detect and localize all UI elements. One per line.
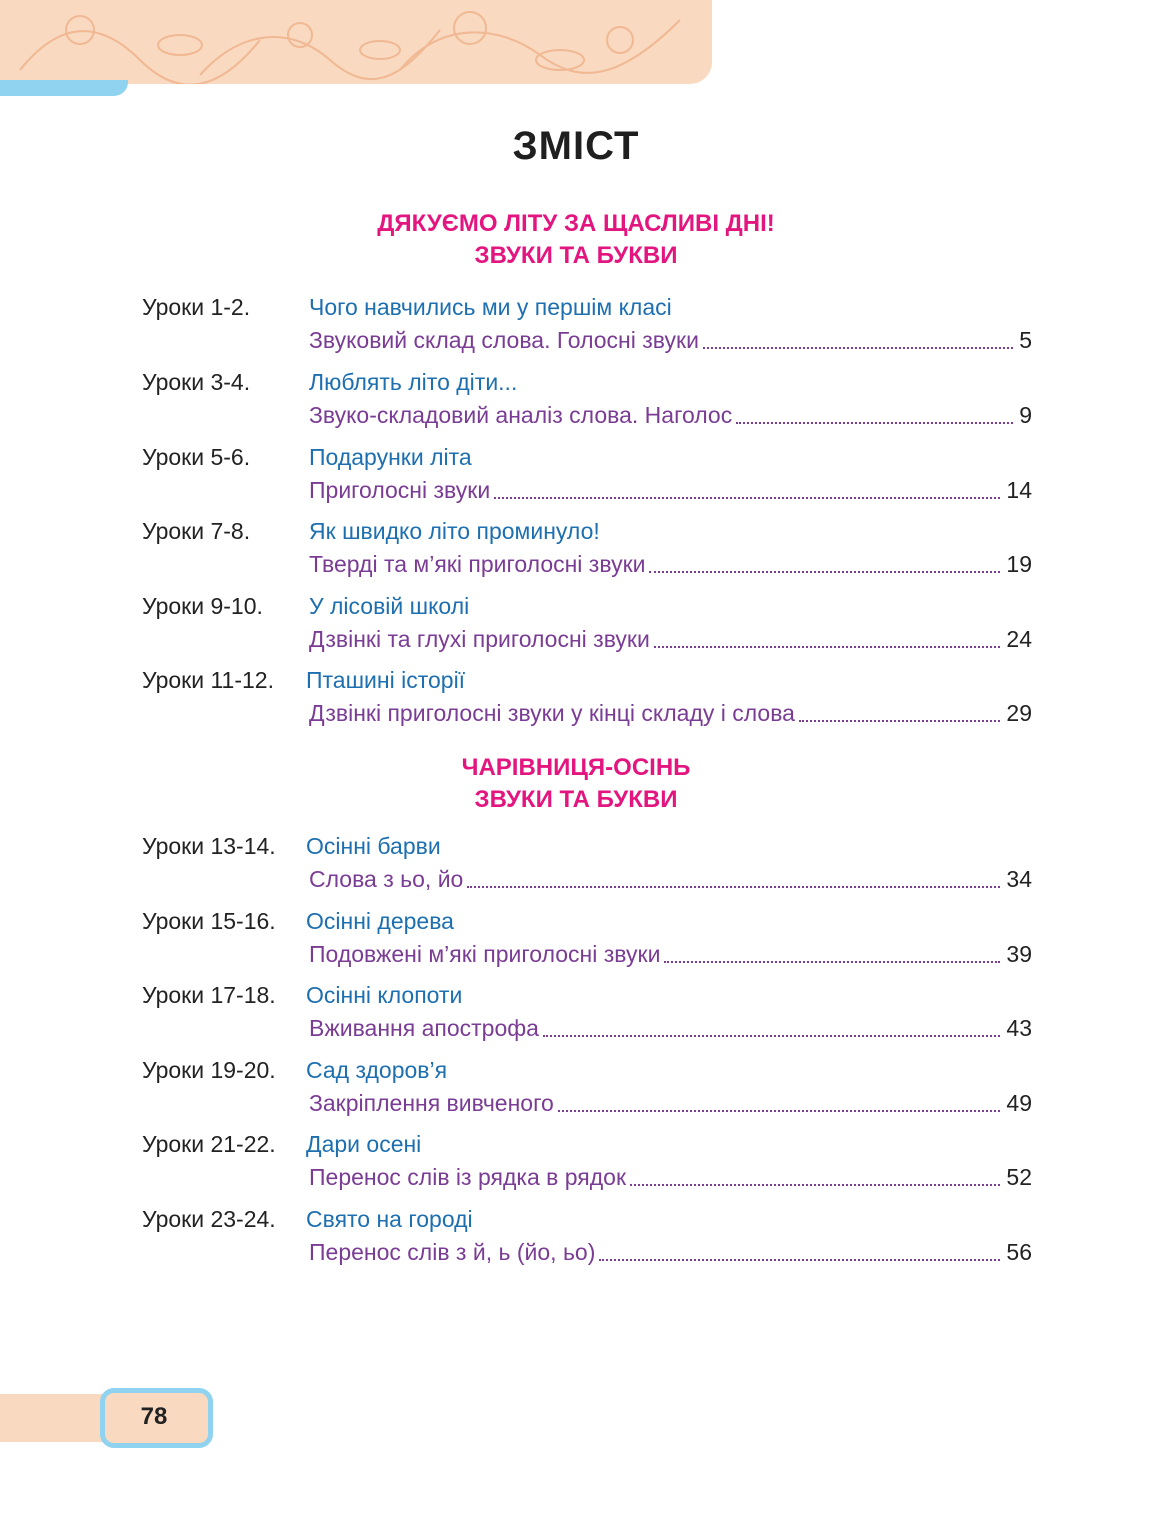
page-ref: 56 [1006,1239,1032,1265]
page-ref: 49 [1006,1090,1032,1116]
page-ref: 29 [1006,700,1032,726]
dot-leader [494,474,1000,499]
lesson-number: Уроки 17-18. [142,982,276,1008]
lesson-subtopic: Вживання апострофа [309,1015,539,1041]
dot-leader [654,623,1001,648]
toc-entry[interactable] [142,590,1032,656]
lesson-subtopic: Дзвінкі приголосні звуки у кінці складу і слова [309,700,795,726]
dot-leader [543,1012,1000,1037]
lesson-subtopic: Тверді та м’які приголосні звуки [309,551,646,577]
page-ref: 9 [1019,402,1032,428]
page-ref: 39 [1006,941,1032,967]
toc-entry[interactable] [142,441,1032,507]
dot-leader [467,863,1000,888]
lesson-topic: Осінні барви [306,833,441,859]
lesson-topic: Осінні клопоти [306,982,463,1008]
lesson-number: Уроки 19-20. [142,1057,276,1083]
section-heading-1 [0,208,1152,272]
dot-leader [799,697,1000,722]
page-ref: 14 [1006,477,1032,503]
toc-entry[interactable] [142,1203,1032,1269]
toc-entry[interactable] [142,291,1032,357]
lesson-number: Уроки 23-24. [142,1206,276,1232]
lesson-subtopic: Дзвінкі та глухі приголосні звуки [309,626,650,652]
page-ref: 43 [1006,1015,1032,1041]
lesson-number: Уроки 21-22. [142,1131,276,1157]
lesson-subtopic: Перенос слів з й, ь (йо, ьо) [309,1239,596,1265]
toc-entry[interactable] [142,664,1032,730]
decorative-header-band [0,0,712,84]
lesson-topic: Сад здоров’я [306,1057,448,1083]
lesson-subtopic: Подовжені м’які приголосні звуки [309,941,661,967]
lesson-number: Уроки 1-2. [142,294,251,320]
dot-leader [599,1236,1000,1261]
lesson-topic: Свято на городі [306,1206,473,1232]
toc-entry[interactable] [142,515,1032,581]
header-blue-strip [0,80,128,96]
lesson-topic: Люблять літо діти... [309,369,518,395]
lesson-subtopic: Звуковий склад слова. Голосні звуки [309,327,699,353]
toc-entry[interactable] [142,1054,1032,1120]
lesson-topic: Дари осені [306,1131,422,1157]
toc-entry[interactable] [142,905,1032,971]
lesson-topic: Пташині історії [306,667,466,693]
page-ref: 34 [1006,866,1032,892]
lesson-number: Уроки 7-8. [142,518,251,544]
lesson-subtopic: Приголосні звуки [309,477,491,503]
page-ref: 19 [1006,551,1032,577]
dot-leader [664,938,1000,963]
lesson-subtopic: Перенос слів із рядка в рядок [309,1164,627,1190]
page-ref: 24 [1006,626,1032,652]
toc-entry[interactable] [142,830,1032,896]
lesson-number: Уроки 11-12. [142,667,274,693]
page-ref: 52 [1006,1164,1032,1190]
toc-entry[interactable] [142,979,1032,1045]
page-number: 78 [140,1403,168,1430]
lesson-topic: Осінні дерева [306,908,454,934]
section-heading-1-line1: ДЯКУЄМО ЛІТУ ЗА ЩАСЛИВІ ДНІ! [377,210,775,237]
lesson-subtopic: Закріплення вивченого [309,1090,554,1116]
lesson-topic: Як швидко літо проминуло! [309,518,600,544]
lesson-number: Уроки 5-6. [142,444,251,470]
section-heading-1-line2: ЗВУКИ ТА БУКВИ [474,242,678,269]
toc-entry[interactable] [142,366,1032,432]
lesson-subtopic: Слова з ьо, йо [309,866,464,892]
toc-entry[interactable] [142,1128,1032,1194]
page-ref: 5 [1019,327,1032,353]
dot-leader [703,324,1013,349]
section-heading-2-line2: ЗВУКИ ТА БУКВИ [474,786,678,813]
section-heading-2-line1: ЧАРІВНИЦЯ-ОСІНЬ [461,754,691,781]
lesson-topic: Чого навчились ми у першім класі [309,294,672,320]
lesson-number: Уроки 13-14. [142,833,276,859]
lesson-number: Уроки 9-10. [142,593,263,619]
dot-leader [736,399,1013,424]
page-title: ЗМІСТ [512,124,640,168]
lesson-number: Уроки 3-4. [142,369,251,395]
lesson-subtopic: Звуко-складовий аналіз слова. Наголос [309,402,733,428]
dot-leader [558,1087,1001,1112]
lesson-topic: Подарунки літа [309,444,472,470]
lesson-topic: У лісовій школі [309,593,470,619]
lesson-number: Уроки 15-16. [142,908,276,934]
dot-leader [649,548,1000,573]
section-heading-2 [0,752,1152,816]
dot-leader [630,1161,1000,1186]
floral-ornament-icon [0,0,712,84]
